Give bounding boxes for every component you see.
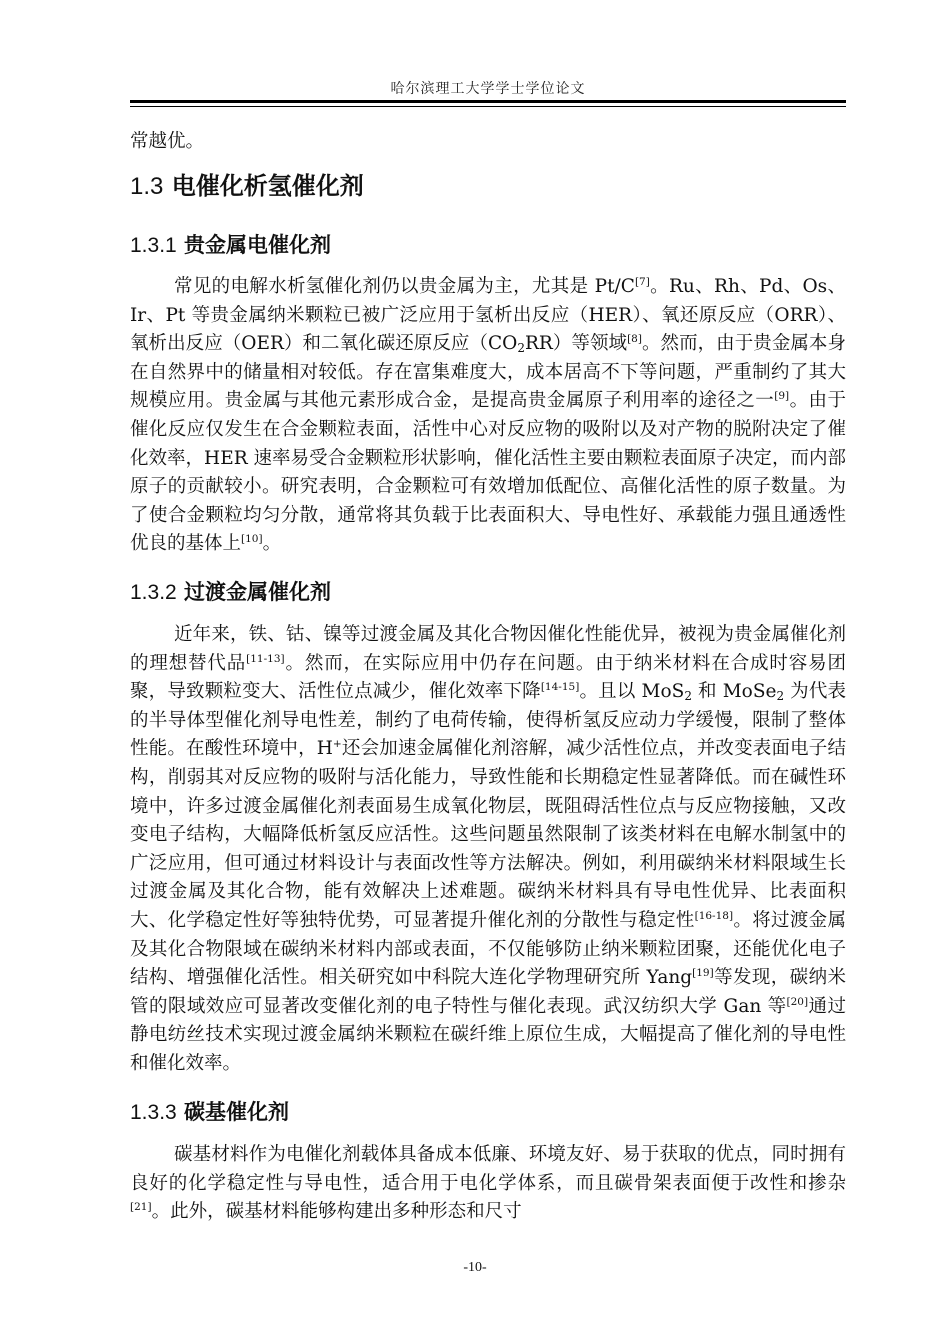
subscript: 2 [684,689,692,704]
citation: [14-15] [540,681,580,694]
paragraph-text [130,1141,846,1227]
section-heading-1-3-1 [130,230,846,261]
section-heading-1-3-2 [130,577,846,608]
text-run: 。然而，在实际应用中仍存在问题。由于纳米材料在合成时容易团聚，导致颗粒变大、活性位点减少，催化效率下降 [130,652,846,703]
carryover-text: 常越优。 [130,131,205,152]
text-run: 等发现，碳纳米管的限域效应可显著改变催化剂的电子特性与催化表现。武汉纺织大学 Gan 等 [130,967,846,1017]
text-run: 通过静电纺丝技术实现过渡金属纳米颗粒在碳纤维上原位生成，大幅提高了催化剂的导电性和催化效率。 [130,995,846,1074]
citation: [11-13] [246,652,285,665]
text-run: 。 [262,533,282,555]
text-run: 近年来，铁、钴、镍等过渡金属及其化合物因催化性能优异，被视为贵金属催化剂的理想替代品 [130,624,846,674]
text-run: 。此外，碳基材料能够构建出多种形态和尺寸 [151,1201,522,1223]
paragraph-text [130,621,846,1079]
paragraph-carbon-based [130,1141,846,1227]
superscript: + [332,738,342,751]
paragraph-transition-metal [130,621,846,1079]
citation: [19] [692,967,714,980]
text-run: 。且以 MoS [579,681,685,703]
citation: [20] [786,995,809,1008]
subsection-title: 过渡金属催化剂 [184,579,332,604]
header-rule-thick [130,100,846,103]
text-run: 碳基材料作为电催化剂载体具备成本低廉、环境友好、易于获取的优点，同时拥有良好的化学稳定性与导电性，适合用于电化学体系，而且碳骨架表面便于改性和掺杂 [130,1144,846,1194]
subsection-number: 1.3.2 [130,581,177,604]
citation: [21] [130,1201,152,1214]
citation: [7] [634,276,650,288]
running-header: 哈尔滨理工大学学士学位论文 [390,81,586,97]
text-run: 和 MoSe [691,681,777,703]
citation: [9] [774,390,790,403]
paragraph-text [130,273,846,559]
text-run: RR）等领域 [524,333,628,355]
text-run: 。将过渡金属及其化合物限域在碳纳米材料内部或表面，不仅能够防止纳米颗粒团聚，还能优化电子结构、增强催化活性。相关研究如中科院大连化学物理研究所 Yang [130,909,846,989]
citation: [16-18] [694,909,734,922]
section-number: 1.3 [130,173,164,200]
section-heading-1-3 [130,170,846,203]
text-run: 还会加速金属催化剂溶解，减少活性位点，并改变表面电子结构，削弱其对反应物的吸附与活化能力，导致性能和长期稳定性显著降低。而在碱性环境中，许多过渡金属催化剂表面易生成氧化物层，既阻碍活性位点与反应物接触，又改变电子结构，大幅降低析氢反应活性。这些问题虽然限制了该类材料在电解水制氢中的广泛应用，但可通过材料设计与表面改性等方法解决。例如，利用碳纳米材料限域生长过渡金属及其化合物，能有效解决上述难题。碳纳米材料具有导电性优异、比表面积大、化学稳定性好等独特优势，可显著提升催化剂的分散性与稳定性 [130,738,846,931]
text-run: 。然而，由于贵金属本身在自然界中的储量相对较低。存在富集难度大，成本居高不下等问题，严重制约了其大规模应用。贵金属与其他元素形成合金，是提高贵金属原子利用率的途径之一 [130,333,846,412]
citation: [8] [627,333,642,346]
subsection-number: 1.3.1 [130,234,177,257]
text-run: 。Ru、Rh、Pd、Os、Ir、Pt 等贵金属纳米颗粒已被广泛应用于氢析出反应（HER）、氧还原反应（ORR）、氧析出反应（OER）和二氧化碳还原反应（CO [130,276,846,355]
subscript: 2 [776,689,785,704]
header-rule-thin [130,106,846,107]
text-run: 为代表的半导体型催化剂导电性差，制约了电荷传输，使得析氢反应动力学缓慢，限制了整体性能。在酸性环境中，H [130,681,846,760]
subsection-title: 碳基催化剂 [184,1099,290,1124]
text-run: 。由于催化反应仅发生在合金颗粒表面，活性中心对反应物的吸附以及对产物的脱附决定了催化效率，HER 速率易受合金颗粒形状影响，催化活性主要由颗粒表面原子决定，而内部原子的贡献较小。研究表明，合金颗粒可有效增加低配位、高催化活性的原子数量。为了使合金颗粒均匀分散，通常将其负载于比表面积大、导电性好、承载能力强且通透性优良的基体上 [130,390,846,555]
citation: [10] [241,533,263,546]
subscript: 2 [517,341,525,356]
text-run: 常见的电解水析氢催化剂仍以贵金属为主，尤其是 Pt/C [174,276,635,297]
paragraph-noble-metal [130,273,846,559]
carryover-paragraph [130,128,846,157]
subsection-number: 1.3.3 [130,1101,177,1124]
subsection-title: 贵金属电催化剂 [184,232,332,257]
section-heading-1-3-3 [130,1097,846,1128]
section-title: 电催化析氢催化剂 [171,171,364,200]
page-number: -10- [463,1260,487,1275]
